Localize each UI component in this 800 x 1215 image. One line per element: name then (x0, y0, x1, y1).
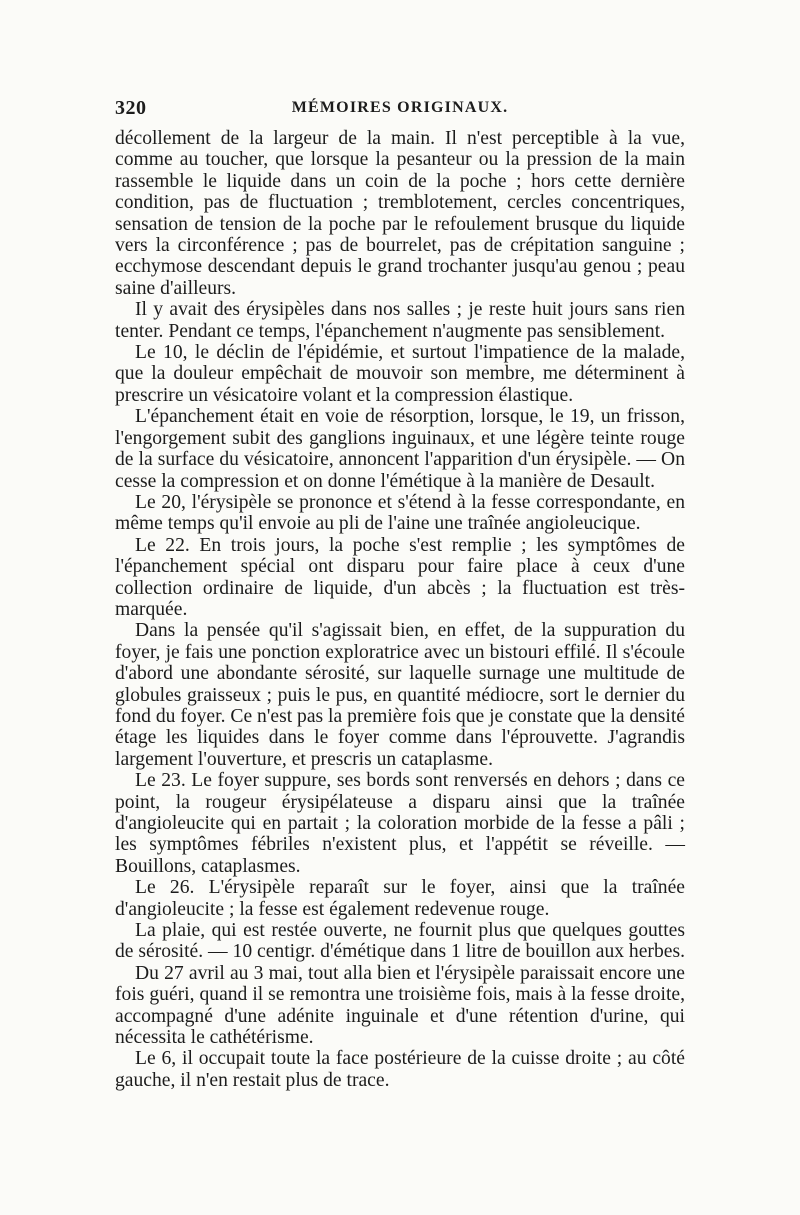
paragraph: décollement de la largeur de la main. Il n'est perceptible à la vue, comme au toucher, que lorsque la pesanteur ou la pression de la main rassemble le liquide dans un coin de la poche ; hors cette dernière condition, pas de fluctuation ; tremblotement, cercles concentriques, sensation de tension de la poche par le refoulement brusque du liquide vers la circonférence ; pas de bourrelet, pas de crépitation sanguine ; ecchymose descendant depuis le grand trochanter jusqu'au genou ; peau saine d'ailleurs. (115, 128, 685, 299)
paragraph: Le 6, il occupait toute la face postérieure de la cuisse droite ; au côté gauche, il n'en restait plus de trace. (115, 1048, 685, 1091)
paragraph: Le 20, l'érysipèle se prononce et s'étend à la fesse correspondante, en même temps qu'il envoie au pli de l'aine une traînée angioleucique. (115, 491, 685, 535)
paragraph: La plaie, qui est restée ouverte, ne fournit plus que quelques gouttes de sérosité. — 10 centigr. d'émétique dans 1 litre de bouillon aux herbes. (115, 920, 685, 963)
body-text (115, 128, 685, 1091)
running-title: MÉMOIRES ORIGINAUX. (291, 99, 509, 116)
paragraph: Le 10, le déclin de l'épidémie, et surtout l'impatience de la malade, que la douleur empêchait de mouvoir son membre, me déterminent à prescrire un vésicatoire volant et la compression élastique. (115, 342, 685, 406)
paragraph: L'épanchement était en voie de résorption, lorsque, le 19, un frisson, l'engorgement subit des ganglions inguinaux, et une légère teinte rouge de la surface du vésicatoire, annoncent l'apparition d'un érysipèle. — On cesse la compression et on donne l'émétique à la manière de Desault. (115, 406, 685, 492)
paragraph: Le 26. L'érysipèle reparaît sur le foyer, ainsi que la traînée d'angioleucite ; la fesse est également redevenue rouge. (115, 877, 685, 920)
page-header (115, 97, 685, 127)
paragraph: Dans la pensée qu'il s'agissait bien, en effet, de la suppuration du foyer, je fais une ponction exploratrice avec un bistouri effilé. Il s'écoule d'abord une abondante sérosité, sur laquelle surnage une multitude de globules graisseux ; puis le pus, en quantité médiocre, sort le dernier du fond du foyer. Ce n'est pas la première fois que je constate que la densité étage les liquides dans le foyer comme dans l'éprouvette. J'agrandis largement l'ouverture, et prescris un cataplasme. (115, 620, 685, 770)
paragraph: Du 27 avril au 3 mai, tout alla bien et l'érysipèle paraissait encore une fois guéri, quand il se remontra une troisième fois, mais à la fesse droite, accompagné d'une adénite inguinale et d'une rétention d'urine, qui nécessita le cathétérisme. (115, 962, 685, 1049)
paragraph: Le 22. En trois jours, la poche s'est remplie ; les symptômes de l'épanchement spécial ont disparu pour faire place à ceux d'une collection ordinaire de liquide, d'un abcès ; la fluctuation est très-marquée. (115, 534, 685, 620)
paragraph: Le 23. Le foyer suppure, ses bords sont renversés en dehors ; dans ce point, la rougeur érysipélateuse a disparu ainsi que la traînée d'angioleucite qui en partait ; la coloration morbide de la fesse a pâli ; les symptômes fébriles n'existent plus, et l'appétit se réveille. — Bouillons, cataplasmes. (115, 770, 685, 877)
paragraph: Il y avait des érysipèles dans nos salles ; je reste huit jours sans rien tenter. Pendant ce temps, l'épanchement n'augmente pas sensiblement. (115, 299, 685, 342)
page-number: 320 (115, 97, 147, 119)
